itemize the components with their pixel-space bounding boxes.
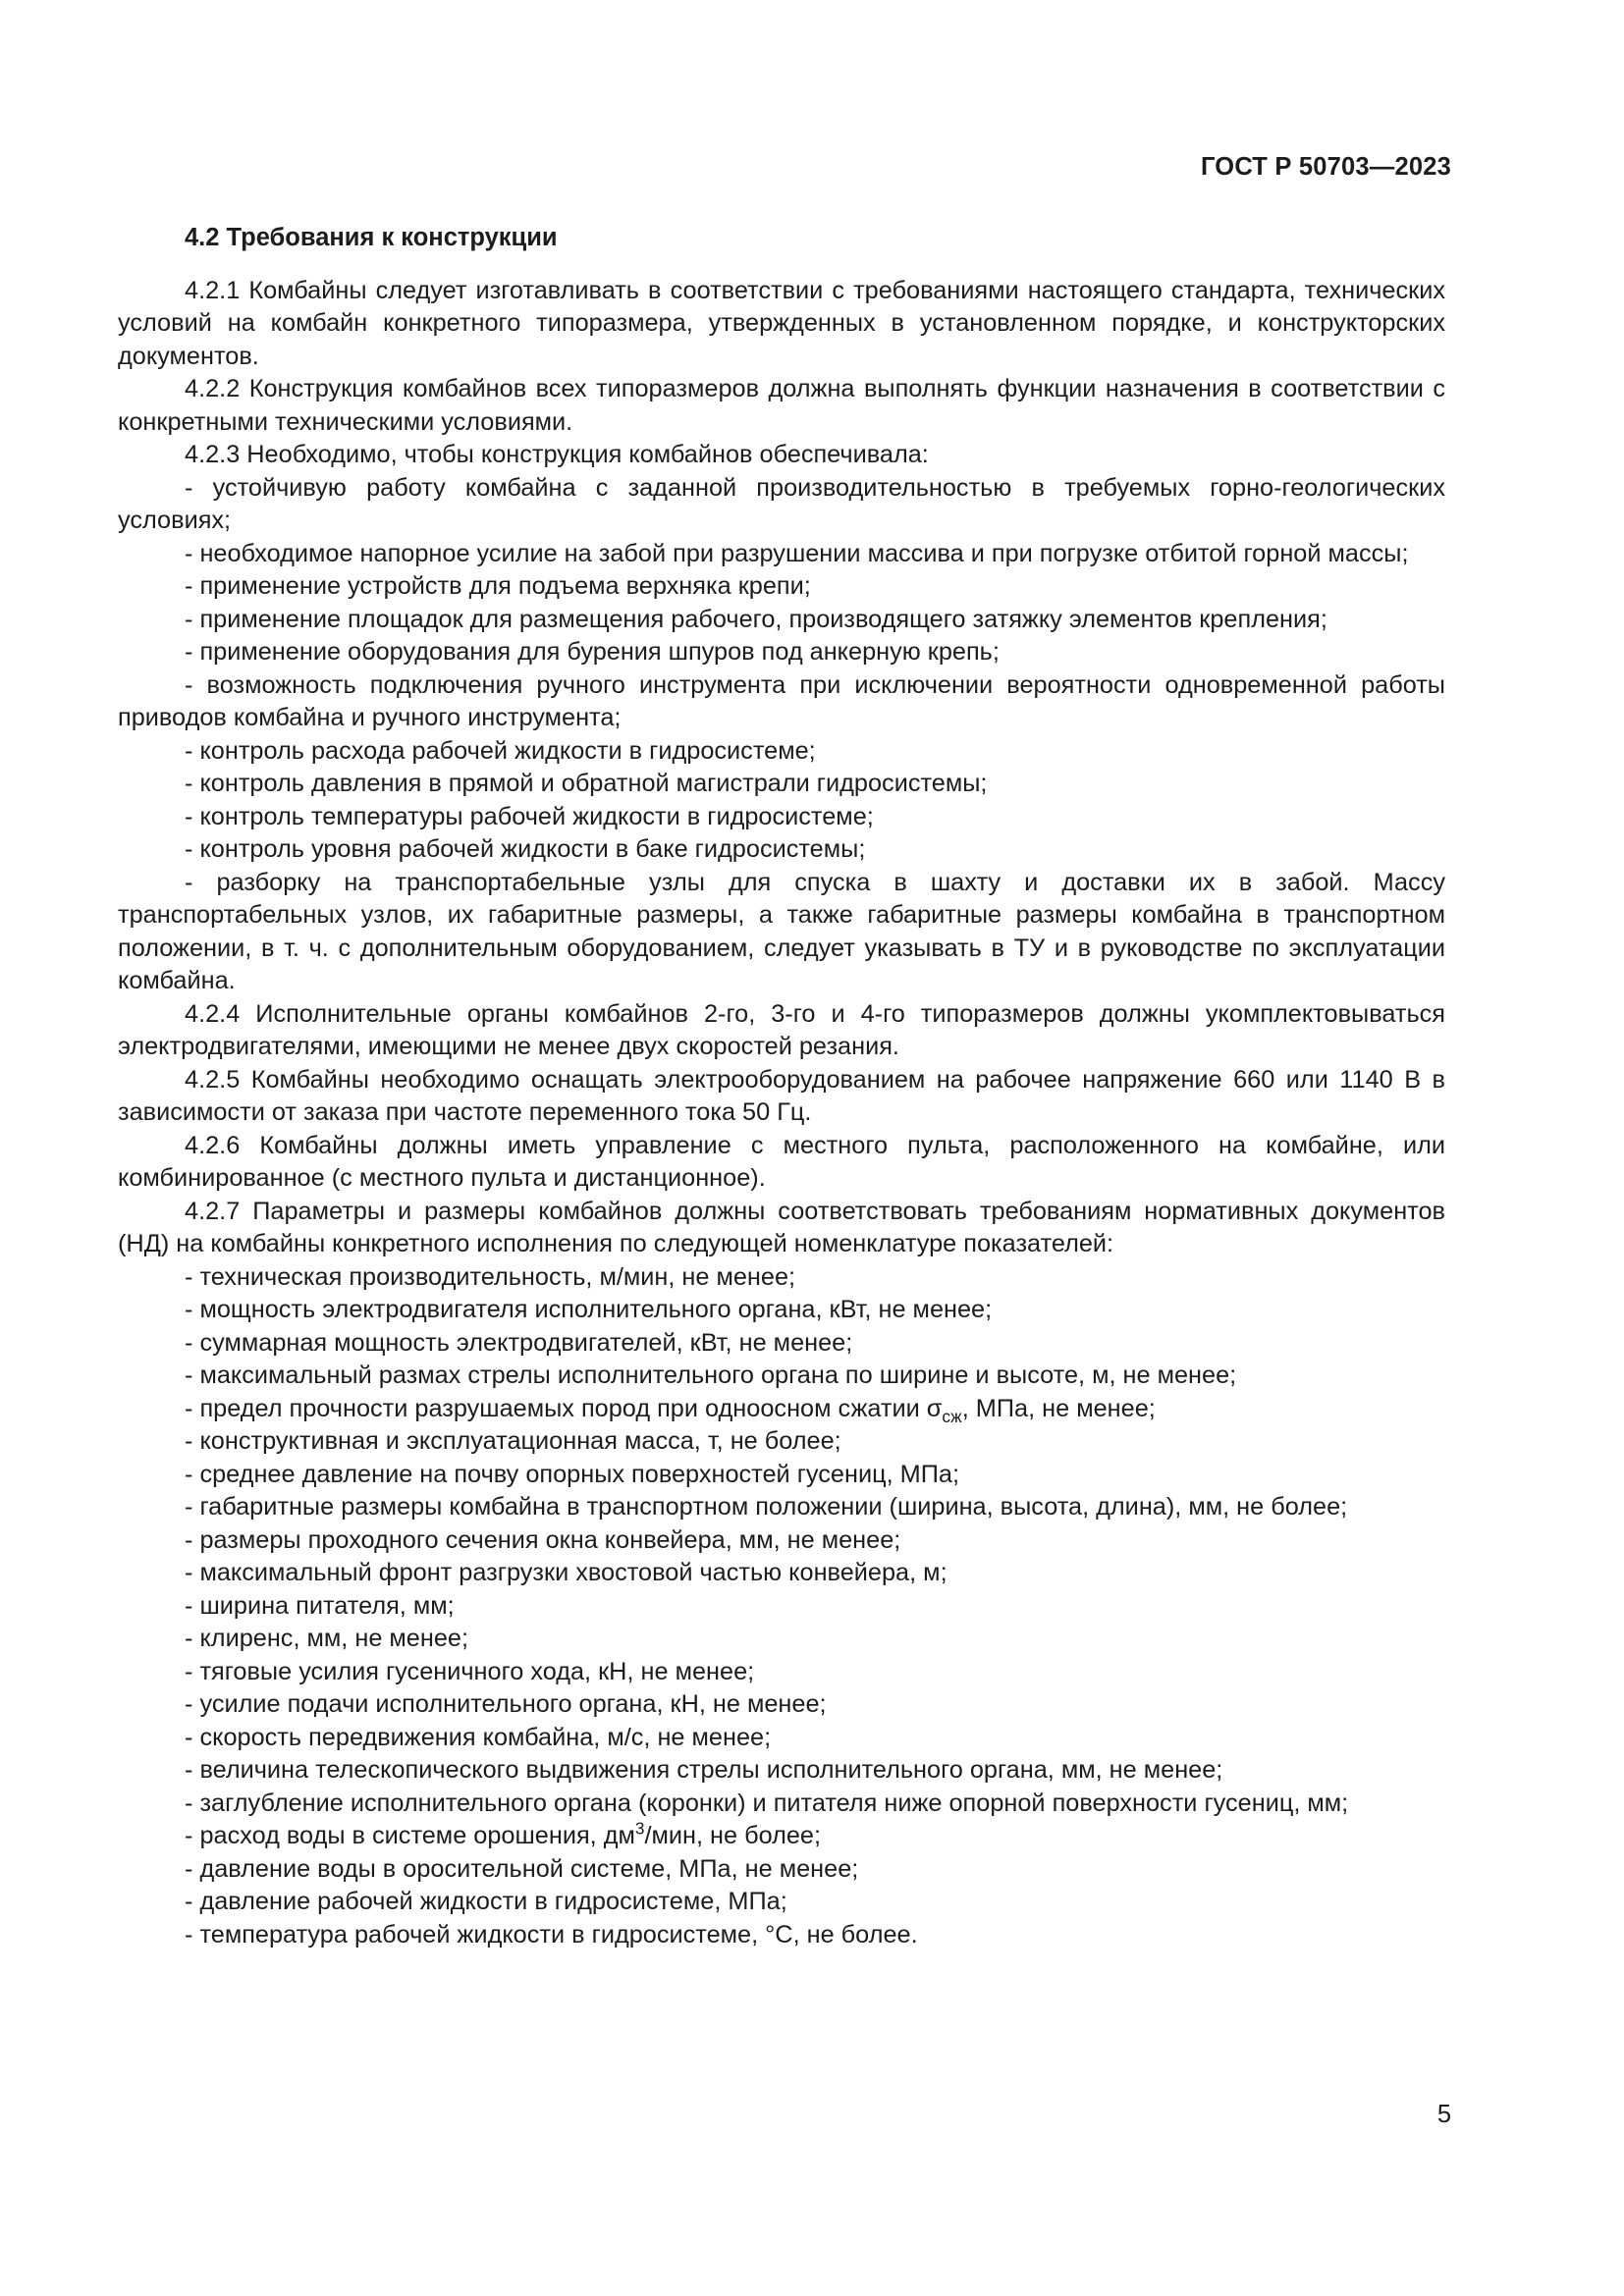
list-item: - ширина питателя, мм; [185,1591,455,1620]
list-item-water [118,1820,1445,1853]
list-item: - заглубление исполнительного органа (коронки) и питателя ниже опорной поверхности гусениц, мм; [185,1789,1349,1817]
list-item: - среднее давление на почву опорных поверхностей гусениц, МПа; [185,1460,959,1488]
paragraph: 4.2.3 Необходимо, чтобы конструкция комбайнов обеспечивала: [185,441,929,468]
list-item: - необходимое напорное усилие на забой при разрушении массива и при погрузке отбитой горной массы; [185,539,1409,567]
list-item: - скорость передвижения комбайна, м/с, не менее; [185,1723,772,1751]
strength-unit-text: , МПа, не менее; [961,1394,1156,1422]
strength-subscript: сж [942,1406,962,1426]
list-item: - тяговые усилия гусеничного хода, кН, не менее; [185,1657,755,1685]
list-item: - суммарная мощность электродвигателей, кВт, не менее; [185,1328,853,1357]
list-item: - контроль температуры рабочей жидкости в гидросистеме; [185,802,874,830]
list-item: - применение площадок для размещения рабочего, производящего затяжку элементов крепления; [185,605,1327,633]
list-item: - габаритные размеры комбайна в транспортном положении (ширина, высота, длина), мм, не более; [185,1493,1348,1521]
list-item: - применение оборудования для бурения шпуров под анкерную крепь; [185,638,1000,666]
list-item-strength [118,1393,1445,1426]
list-item: - разборку на транспортабельные узлы для спуска в шахту и доставки их в забой. Массу транспортабельных узлов, их габаритные размеры, а также габаритные размеры комбайна в транспортном положении, в т. ч. с дополнительным оборудованием, следует указывать в ТУ и в руководстве по эксплуатации комбайна. [118,868,1445,994]
list-item: - конструктивная и эксплуатационная масса, т, не более; [185,1427,841,1455]
water-text: - расход воды в системе орошения, дм [185,1822,635,1849]
document-code-header: ГОСТ Р 50703—2023 [1200,153,1451,181]
list-item: - устойчивую работу комбайна с заданной производительностью в требуемых горно-геологических условиях; [118,473,1445,534]
paragraph: 4.2.7 Параметры и размеры комбайнов должны соответствовать требованиям нормативных документов (НД) на комбайны конкретного исполнения по следующей номенклатуре показателей: [118,1197,1445,1257]
paragraph: 4.2.1 Комбайны следует изготавливать в соответствии с требованиями настоящего стандарта, технических условий на комбайн конкретного типоразмера, утвержденных в установленном порядке, и конструкторских документов. [118,276,1445,370]
paragraph: 4.2.4 Исполнительные органы комбайнов 2-го, 3-го и 4-го типоразмеров должны укомплектовываться электродвигателями, имеющими не менее двух скоростей резания. [118,999,1445,1060]
list-item: - давление рабочей жидкости в гидросистеме, МПа; [185,1888,787,1915]
list-item: - контроль уровня рабочей жидкости в баке гидросистемы; [185,835,866,863]
list-item: - максимальный фронт разгрузки хвостовой частью конвейера, м; [185,1559,947,1586]
water-unit-text: /мин, не более; [644,1822,822,1849]
strength-text: - предел прочности разрушаемых пород при одноосном сжатии σ [185,1394,943,1422]
list-item: - давление воды в оросительной системе, МПа, не менее; [185,1854,859,1883]
list-item: - техническая производительность, м/мин, не менее; [185,1262,796,1291]
list-item: - применение устройств для подъема верхняка крепи; [185,572,811,600]
water-superscript: 3 [634,1818,645,1839]
list-item: - мощность электродвигателя исполнительного органа, кВт, не менее; [185,1296,993,1323]
paragraph: 4.2.2 Конструкция комбайнов всех типоразмеров должна выполнять функции назначения в соответствии с конкретными техническими условиями. [118,375,1445,436]
list-item: - величина телескопического выдвижения стрелы исполнительного органа, мм, не менее; [185,1756,1223,1784]
paragraph: 4.2.6 Комбайны должны иметь управление с местного пульта, расположенного на комбайне, или комбинированное (с местного пульта и дистанционное). [118,1131,1445,1192]
section-title: 4.2 Требования к конструкции [185,224,558,251]
list-item: - максимальный размах стрелы исполнительного органа по ширине и высоте, м, не менее; [185,1362,1237,1389]
list-item: - контроль давления в прямой и обратной магистрали гидросистемы; [185,770,988,797]
paragraph: 4.2.5 Комбайны необходимо оснащать электрооборудованием на рабочее напряжение 660 или 1140 В в зависимости от заказа при частоте переменного тока 50 Гц. [118,1065,1445,1126]
list-item: - возможность подключения ручного инструмента при исключении вероятности одновременной работы приводов комбайна и ручного инструмента; [118,670,1445,731]
page-number: 5 [1436,2101,1451,2128]
list-item: - усилие подачи исполнительного органа, кН, не менее; [185,1690,827,1718]
document-body [118,222,1445,1951]
list-item: - температура рабочей жидкости в гидросистеме, °С, не более. [185,1920,918,1949]
list-item: - клиренс, мм, не менее; [185,1625,469,1652]
list-item: - контроль расхода рабочей жидкости в гидросистеме; [185,736,816,765]
list-item: - размеры проходного сечения окна конвейера, мм, не менее; [185,1525,901,1554]
